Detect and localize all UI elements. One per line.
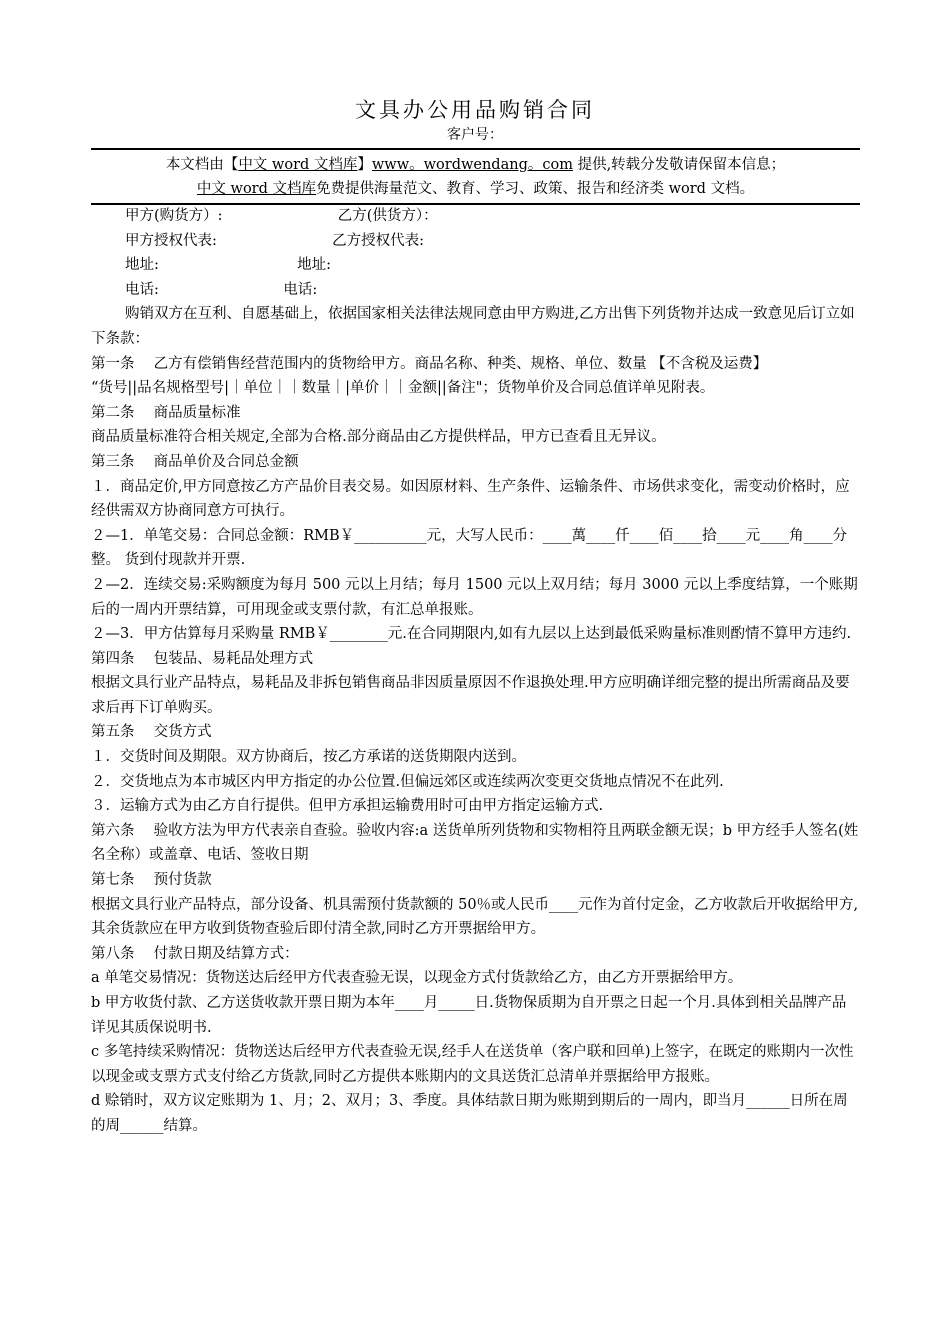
source-notice-line-1 xyxy=(91,153,860,177)
clause-paragraph: “货号||品名规格型号|｜单位｜｜数量｜|单价｜｜金额||备注"；货物单价及合同总值详单见附表。 xyxy=(91,380,715,397)
contract-clauses xyxy=(91,302,860,1138)
clause-paragraph: 第五条 交货方式 xyxy=(91,724,212,741)
clause-paragraph: １．交货时间及期限。双方协商后，按乙方承诺的送货期限内送到。 xyxy=(91,749,526,766)
notice-prefix: 本文档由【 xyxy=(165,157,239,173)
clause-paragraph: ２．交货地点为本市城区内甲方指定的办公位置.但偏远郊区或连续两次变更交货地点情况不在此列. xyxy=(91,773,724,790)
clause-paragraph: 根据文具行业产品特点，易耗品及非拆包销售商品非因质量原因不作退换处理.甲方应明确详细完整的提出所需商品及要求后再下订单购买。 xyxy=(91,675,850,716)
clause-paragraph: ２—1．单笔交易：合同总金额：RMB￥__________元，大写人民币：____萬____仟____佰____拾____元____角____分整。 货到付现款并开票. xyxy=(91,527,848,569)
notice-mid: 】 xyxy=(357,157,372,173)
clause-paragraph: ２—2．连续交易:采购额度为每月 500 元以上月结；每月 1500 元以上双月结；每月 3000 元以上季度结算，一个账期后的一周内开票结算，可用现金或支票付款，有汇总单报账。 xyxy=(91,576,858,618)
clause-paragraph: 第二条 商品质量标准 xyxy=(91,404,241,421)
clause-paragraph: １．商品定价,甲方同意按乙方产品价目表交易。如因原材料、生产条件、运输条件、市场供求变化，需变动价格时，应经供需双方协商同意方可执行。 xyxy=(91,478,850,520)
website-link[interactable]: www。wordwendang。com xyxy=(371,157,573,173)
clause-paragraph: b 甲方收货付款、乙方送货收款开票日期为本年____月_____日.货物保质期为自开票之日起一个月.具体到相关品牌产品详见其质保说明书. xyxy=(91,995,847,1036)
notice-line2-text: 免费提供海量范文、教育、学习、政策、报告和经济类 word 文档。 xyxy=(316,181,755,197)
header-top-rule xyxy=(91,148,860,150)
source-notice-line-2 xyxy=(91,177,860,201)
clause-paragraph: 第一条 乙方有偿销售经营范围内的货物给甲方。商品名称、种类、规格、单位、数量 【不含税及运费】 xyxy=(91,355,768,372)
clause-paragraph: 第四条 包装品、易耗品处理方式 xyxy=(91,650,314,667)
clause-paragraph: 购销双方在互利、自愿基础上，依据国家相关法律法规同意由甲方购进,乙方出售下列货物并达成一致意见后订立如下条款： xyxy=(91,306,855,347)
clause-paragraph: 第三条 商品单价及合同总金额 xyxy=(91,453,299,470)
clause-paragraph: a 单笔交易情况：货物送达后经甲方代表查验无误，以现金方式付货款给乙方，由乙方开票据给甲方。 xyxy=(91,970,743,987)
party-row: 地址: 地址: xyxy=(125,257,332,274)
clause-paragraph: 第八条 付款日期及结算方式： xyxy=(91,945,299,962)
document-title: 文具办公用品购销合同 xyxy=(355,98,595,122)
party-row: 甲方授权代表: 乙方授权代表: xyxy=(125,232,424,249)
clause-paragraph: d 赊销时，双方议定账期为 1、月；2、双月；3、季度。具体结款日期为账期到期后的一周内，即当月______日所在周的周______结算。 xyxy=(91,1093,848,1134)
clause-paragraph: 第六条 验收方法为甲方代表亲自查验。验收内容:a 送货单所列货物和实物相符且两联金额无误；b 甲方经手人签名(姓名全称）或盖章、电话、签收日期 xyxy=(91,822,859,864)
clause-paragraph: c 多笔持续采购情况：货物送达后经甲方代表查验无误,经手人在送货单（客户联和回单)上签字，在既定的账期内一次性以现金或支票方式支付给乙方货款,同时乙方提供本账期内的文具送货汇总清单并票据给甲方报账。 xyxy=(91,1044,854,1085)
doc-library-link-2[interactable]: 中文 word 文档库 xyxy=(196,181,316,197)
clause-paragraph: ２—3．甲方估算每月采购量 RMB￥________元.在合同期限内,如有九层以上达到最低采购量标准则酌情不算甲方违约. xyxy=(91,626,852,643)
doc-library-link[interactable]: 中文 word 文档库 xyxy=(238,157,358,173)
contract-body xyxy=(91,204,860,1139)
notice-suffix: 提供,转载分发敬请保留本信息； xyxy=(572,157,786,173)
clause-paragraph: ３．运输方式为由乙方自行提供。但甲方承担运输费用时可由甲方指定运输方式. xyxy=(91,798,604,815)
party-row: 甲方(购货方）: 乙方(供货方）： xyxy=(125,208,438,224)
clause-paragraph: 根据文具行业产品特点，部分设备、机具需预付货款额的 50％或人民币____元作为首付定金，乙方收款后开收据给甲方,其余货款应在甲方收到货物查验后即付清全款,同时乙方开票据给甲方。 xyxy=(91,896,859,938)
party-info xyxy=(91,204,860,302)
clause-paragraph: 第七条 预付货款 xyxy=(91,872,212,889)
clause-paragraph: 商品质量标准符合相关规定,全部为合格.部分商品由乙方提供样品，甲方已查看且无异议。 xyxy=(91,429,666,446)
party-row: 电话: 电话: xyxy=(125,281,318,298)
customer-number-label: 客户号： xyxy=(447,127,503,143)
